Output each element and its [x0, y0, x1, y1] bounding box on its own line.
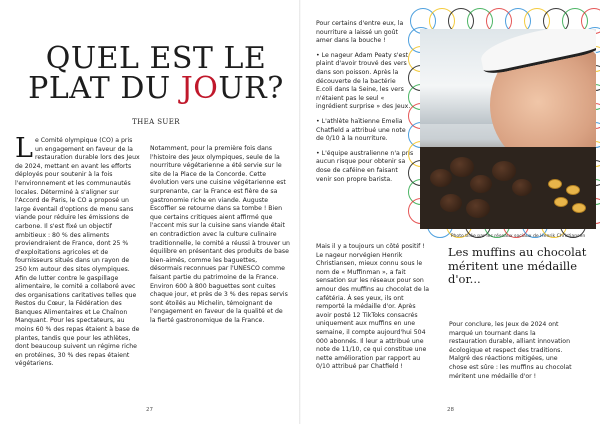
muffin-icon: [450, 157, 474, 177]
body-column-3: [316, 20, 414, 190]
muffin-icon: [466, 199, 490, 218]
paragraph-text: e Comité olympique (CO) a pris un engagement en faveur de la restauration durable lors des Jeux de 2024, mettant en avant les efforts déployés pour soutenir à la fois l'environnement et les communautés locales. Déterminé à s'aligner sur l'Accord de Paris, le CO a proposé un large éventail d'options de menu sans viande pour réduire les émissions de carbone. Il s'est fixé un objectif ambitieux : 80 % des aliments proviendraient de France, dont 25 % d'exploitations agricoles et de fournisseurs situés dans un rayon de 250 km autour des sites olympiques. Afin de lutter contre le gaspillage alimentaire, le comité a collaboré avec des organisations caritatives telles que Restos du Cœur, la Fédération des Banques Alimentaires et Le Chaînon Manquant. Pour les spectateurs, au moins 60 % des repas étaient à base de plantes, tandis que pour les athlètes, dont beaucoup suivent un régime riche en protéines, 30 % des repas étaient végétariens.: [15, 137, 140, 368]
muffin-icon: [492, 161, 516, 181]
bullet-paragraph: • L'athlète haïtienne Emelia Chatfield a attribué une note de 0/10 à la nourriture.: [316, 117, 406, 143]
paragraph: Mais il y a toujours un côté positif ! Le nageur norvégien Henrik Christiansen, mieux connu sous le nom de « Muffinman », a fait sensation sur les réseaux pour son amour des muffins au chocolat de la cafétéria. À ses yeux, ils ont remporté la médaille d'or. Après avoir posté 12 TikToks consacrés uniquement aux muffins en une semaine, il compte aujourd'hui 504 000 abonnés. Il leur a attribué une note de 11/10, ce qui constitue une nette amélioration par rapport au 0/10 attribué par Chatfield !: [316, 243, 430, 371]
bullet-paragraph: • L'équipe australienne n'a pris aucun risque pour obtenir sa dose de caféine en faisant venir son propre barista.: [316, 149, 414, 183]
paragraph: Notamment, pour la première fois dans l'histoire des Jeux olympiques, seule de la nourriture végétarienne a été servie sur le site de la Place de la Concorde. Cette évolution vers une cuisine végétarienne est surprenante, car la France est fière de sa gastronomie riche en viande. Auguste Escoffier se retourne dans sa tombe ! Bien que certains critiques aient affirmé que l'accent mis sur la cuisine sans viande était en contradiction avec la culture culinaire traditionnelle, le comité a réussi à trouver un équilibre en présentant des produits de base bien-aimés, comme les baguettes, désormais reconnues par l'UNESCO comme faisant partie du patrimoine de la France. Environ 600 à 800 baguettes sont cuites chaque jour, et près de 3 % des repas servis sont étoilés au Michelin, témoignant de l'engagement en faveur de la qualité et de la fierté gastronomique de la France.: [150, 145, 290, 324]
body-column-2: [150, 145, 290, 331]
muffin-icon: [440, 194, 462, 212]
drop-cap: L: [15, 133, 33, 164]
muffin-icon: [470, 175, 492, 193]
bullet-paragraph: • Le nageur Adam Peaty s'est plaint d'avoir trouvé des vers dans son poisson. Après la découverte de la bactérie E.coli dans la Seine, les vers n'étaient pas le seul « ingrédient surprise » des Jeux.: [316, 51, 411, 111]
paragraph: Pour conclure, les Jeux de 2024 ont marqué un tournant dans la restauration durable, alliant innovation écologique et respect des traditions. Malgré des réactions mitigées, une chose est sûre : les muffins au chocolat méritent une médaille d'or !: [449, 321, 572, 380]
body-column-1: [15, 133, 140, 375]
page-number-right: 28: [447, 407, 454, 413]
muffinman-photo: [420, 29, 596, 229]
fruit-slice-icon: [554, 197, 568, 207]
fruit-slice-icon: [548, 179, 562, 189]
title-line-2: [28, 71, 284, 106]
fruit-slice-icon: [566, 185, 580, 195]
photo-caption: Photo tirée par les réseaux sociaux de Henrik Christiansen: [450, 234, 586, 239]
title-highlight: JO: [180, 71, 219, 106]
paragraph: Pour certains d'entre eux, la nourriture a laissé un goût amer dans la bouche !: [316, 20, 404, 45]
paragraph: [15, 133, 140, 369]
title-part: UR?: [218, 71, 284, 106]
muffin-icon: [430, 169, 452, 187]
fruit-slice-icon: [572, 203, 586, 213]
section-subheading: Les muffins au chocolat méritent une médaille d'or...: [448, 245, 587, 286]
page-gutter: [299, 0, 301, 424]
page-number-left: 27: [146, 407, 153, 413]
body-column-4: [316, 243, 432, 378]
muffin-icon: [512, 179, 532, 196]
author-byline: THEA SUER: [132, 118, 180, 126]
title-part: PLAT DU: [28, 71, 181, 106]
article-title: [28, 41, 284, 106]
title-line-1: QUEL EST LE: [45, 41, 267, 76]
body-column-5: [449, 321, 575, 387]
